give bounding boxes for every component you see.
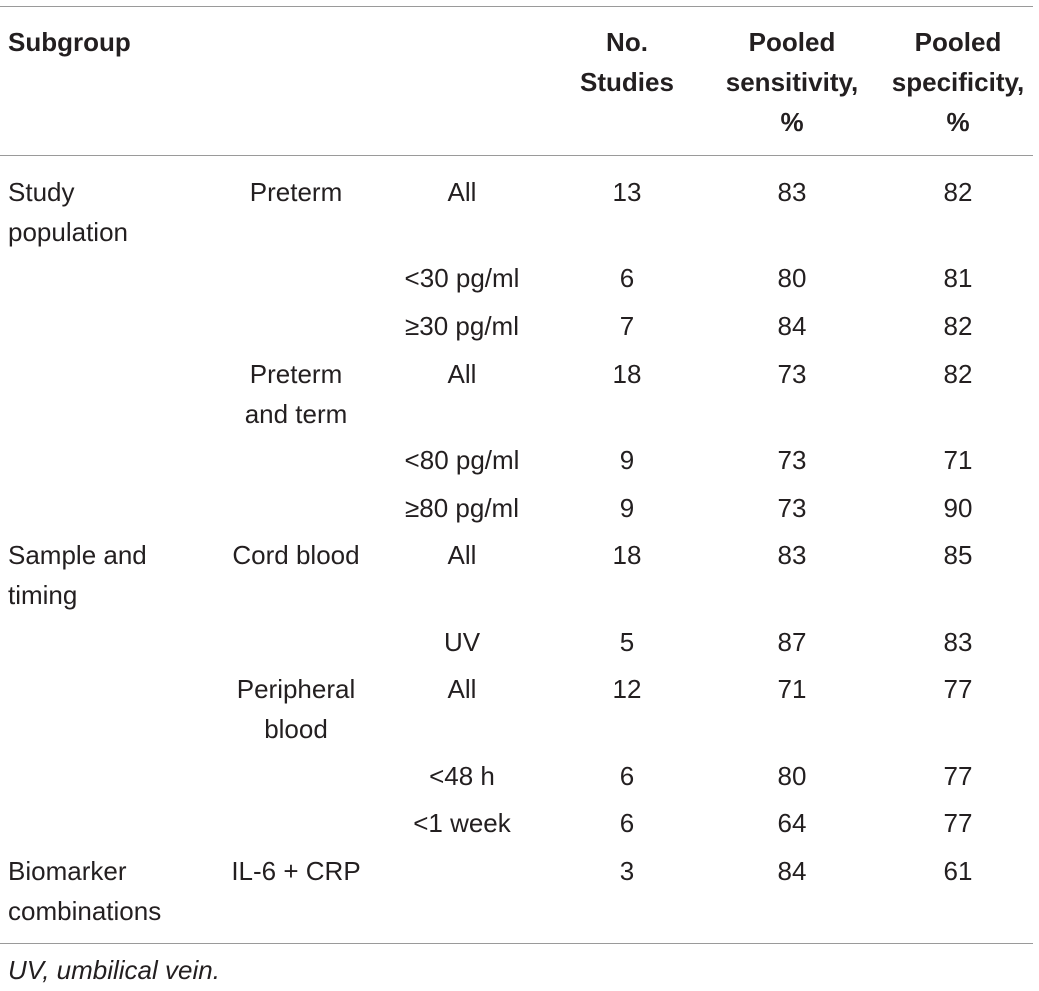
cell-group: Sample and timing [8,540,147,610]
cell-specificity: 82 [943,177,973,207]
cell-level: UV [443,627,481,657]
cell-subgroup: Cord blood [232,540,360,570]
cell-specificity: 90 [943,493,973,523]
cell-studies: 18 [612,540,642,570]
cell-sensitivity: 64 [777,808,807,838]
cell-specificity: 77 [943,761,973,791]
cell-studies: 6 [619,808,635,838]
cell-sensitivity: 87 [777,627,807,657]
table-top-rule [0,6,1033,7]
cell-level: <30 pg/ml [404,263,520,293]
cell-subgroup: Preterm [249,177,343,207]
cell-sensitivity: 84 [777,311,807,341]
table-bottom-rule [0,943,1033,944]
cell-studies: 6 [619,761,635,791]
cell-studies: 13 [612,177,642,207]
table-header-rule [0,155,1033,156]
cell-studies: 6 [619,263,635,293]
cell-sensitivity: 83 [777,540,807,570]
cell-studies: 12 [612,674,642,704]
cell-group: Study population [8,177,128,247]
footnote: UV, umbilical vein. [8,955,220,985]
cell-level: All [447,540,477,570]
cell-sensitivity: 73 [777,493,807,523]
cell-specificity: 61 [943,856,973,886]
cell-level: All [447,674,477,704]
cell-specificity: 82 [943,311,973,341]
cell-sensitivity: 84 [777,856,807,886]
cell-studies: 9 [619,445,635,475]
cell-level: <48 h [429,761,495,791]
cell-specificity: 77 [943,674,973,704]
cell-level: <80 pg/ml [404,445,520,475]
cell-sensitivity: 73 [777,359,807,389]
cell-level: ≥80 pg/ml [405,493,519,523]
header-pooled-specificity: Pooled specificity, % [891,27,1025,137]
cell-studies: 3 [619,856,635,886]
cell-specificity: 85 [943,540,973,570]
cell-sensitivity: 80 [777,263,807,293]
header-pooled-sensitivity: Pooled sensitivity, % [725,27,859,137]
cell-subgroup: Preterm and term [244,359,348,429]
cell-sensitivity: 83 [777,177,807,207]
cell-studies: 5 [619,627,635,657]
cell-subgroup: IL-6 + CRP [231,856,361,886]
cell-specificity: 71 [943,445,973,475]
cell-subgroup: Peripheral blood [236,674,356,744]
cell-studies: 18 [612,359,642,389]
cell-group: Biomarker combinations [8,856,162,926]
header-no-studies: No. Studies [580,27,674,97]
cell-sensitivity: 73 [777,445,807,475]
cell-sensitivity: 80 [777,761,807,791]
cell-level: All [447,177,477,207]
cell-studies: 9 [619,493,635,523]
cell-level: <1 week [413,808,511,838]
cell-specificity: 83 [943,627,973,657]
cell-specificity: 77 [943,808,973,838]
cell-level: ≥30 pg/ml [405,311,519,341]
cell-studies: 7 [619,311,635,341]
header-subgroup: Subgroup [8,27,131,57]
cell-sensitivity: 71 [777,674,807,704]
cell-specificity: 81 [943,263,973,293]
cell-level: All [447,359,477,389]
cell-specificity: 82 [943,359,973,389]
